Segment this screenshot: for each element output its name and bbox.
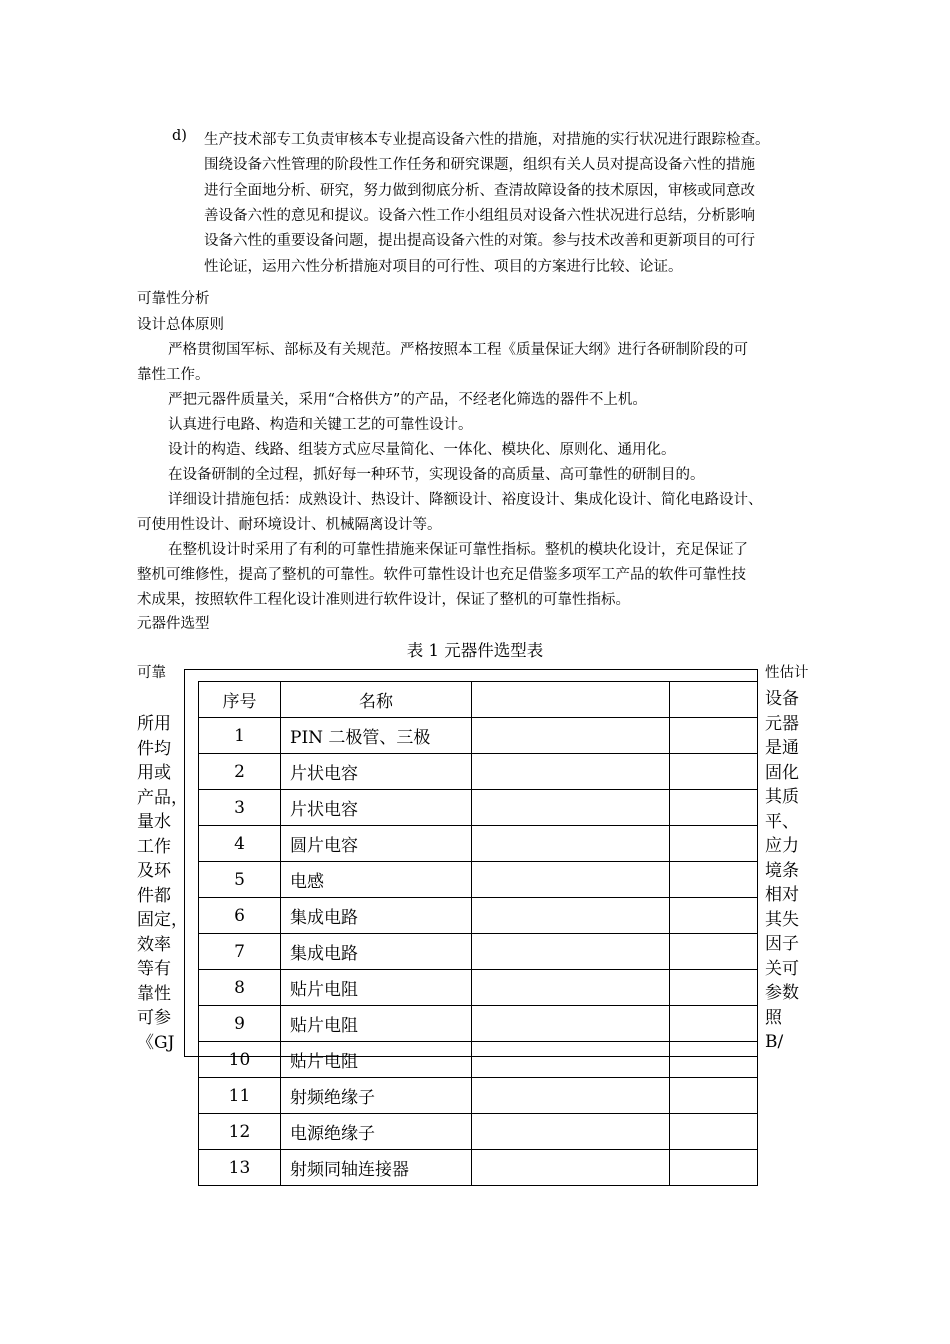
paragraph-line: 设计的构造、线路、组装方式应尽量简化、一体化、模块化、原则化、通用化。 [168,442,676,458]
item-text-line: 设备六性的重要设备问题，提出提高设备六性的对策。参与技术改善和更新项目的可行 [204,233,755,249]
fragment-line: 因子 [765,934,799,954]
cell-name: 圆片电容 [281,826,472,862]
cell-empty [472,862,670,898]
cell-empty [670,898,758,934]
cell-empty [670,754,758,790]
paragraph-line: 在整机设计时采用了有利的可靠性措施来保证可靠性指标。整机的模块化设计，充足保证了 [168,542,748,558]
fragment-line: 用或 [137,763,171,783]
paragraph-line: 认真进行电路、构造和关键工艺的可靠性设计。 [168,417,473,433]
cell-empty [472,1114,670,1150]
cell-name: 集成电路 [281,898,472,934]
table-row [199,970,758,1006]
fragment-line: 工作 [137,836,171,857]
fragment-line: 等有 [137,959,171,979]
cell-empty [670,718,758,754]
fragment-line: 是通 [765,738,799,758]
cell-name: 贴片电阻 [281,1042,472,1078]
cell-no: 2 [199,754,281,790]
cell-empty [472,1150,670,1186]
cell-name: 片状电容 [281,790,472,826]
paragraph-line: 靠性工作。 [137,367,210,383]
list-marker: d) [172,128,187,144]
paragraph-line: 术成果，按照软件工程化设计准则进行软件设计，保证了整机的可靠性指标。 [137,592,630,608]
cell-empty [670,1150,758,1186]
item-text-line: 善设备六性的意见和提议。设备六性工作小组组员对设备六性状况进行总结，分析影响 [204,208,755,224]
fragment-line: 其失 [765,909,799,930]
cell-empty [472,826,670,862]
cell-name: 贴片电阻 [281,970,472,1006]
cell-no: 11 [199,1078,281,1114]
cell-empty [670,826,758,862]
cell-empty [472,790,670,826]
cell-no: 1 [199,718,281,754]
left-fragment-column [137,712,188,1055]
fragment-line: B/ [765,1032,784,1052]
cell-empty [670,1114,758,1150]
cell-empty [670,1006,758,1042]
paragraph-line: 严把元器件质量关，采用“合格供方”的产品，不经老化筛选的器件不上机。 [168,392,647,408]
item-text-line: 进行全面地分析、研究，努力做到彻底分析、查清故障设备的技术原因，审核或同意改 [204,183,755,199]
cell-name: 射频同轴连接器 [281,1150,472,1186]
cell-name: 贴片电阻 [281,1006,472,1042]
fragment-line: 靠性 [137,983,171,1004]
item-text-line: 围绕设备六性管理的阶段性工作任务和研究课题，组织有关人员对提高设备六性的措施 [204,157,755,173]
cell-no: 4 [199,826,281,862]
cell-empty [670,1078,758,1114]
table-row [199,826,758,862]
fragment-line: 件都 [137,885,171,906]
fragment-line: 相对 [765,885,799,905]
fragment-line: 所用 [137,714,171,734]
table-row [199,1150,758,1186]
paragraph-line: 详细设计措施包括：成熟设计、热设计、降额设计、裕度设计、集成化设计、简化电路设计、 [168,492,763,508]
cell-name: 射频绝缘子 [281,1078,472,1114]
section-heading: 可靠性分析 [137,291,210,307]
header-cell-empty [472,682,670,718]
fragment-line: 元器 [765,713,799,734]
table-row [199,754,758,790]
cell-name: 片状电容 [281,754,472,790]
table-row [199,1042,758,1078]
cell-no: 6 [199,898,281,934]
cell-no: 8 [199,970,281,1006]
cell-name: 电源绝缘子 [281,1114,472,1150]
cell-no: 5 [199,862,281,898]
cell-empty [670,934,758,970]
paragraph-line: 在设备研制的全过程，抓好每一种环节，实现设备的高质量、高可靠性的研制目的。 [168,467,705,483]
header-cell-empty [670,682,758,718]
fragment-line: 效率 [137,934,171,955]
cell-no: 3 [199,790,281,826]
table-caption: 表 1 元器件选型表 [406,641,544,660]
cell-empty [472,718,670,754]
cell-empty [472,1078,670,1114]
table-row [199,718,758,754]
cell-empty [670,970,758,1006]
cell-no: 12 [199,1114,281,1150]
fragment-line: 产品， [137,787,188,808]
table-row [199,1078,758,1114]
paragraph-line: 严格贯彻国军标、部标及有关规范。严格按照本工程《质量保证大纲》进行各研制阶段的可 [168,342,748,358]
cell-empty [472,1042,670,1078]
paragraph-line: 可使用性设计、耐环境设计、机械隔离设计等。 [137,517,442,533]
cell-no: 10 [199,1042,281,1078]
fragment-line: 设备 [765,689,799,709]
table-row [199,862,758,898]
item-text-line: 性论证，运用六性分析措施对项目的可行性、项目的方案进行比较、论证。 [204,259,683,275]
subheading-design-principles: 设计总体原则 [137,317,224,333]
cell-empty [472,898,670,934]
table-row [199,790,758,826]
header-cell-name: 名称 [281,682,472,718]
item-text-line: 生产技术部专工负责审核本专业提高设备六性的措施，对措施的实行状况进行跟踪检查。 [204,132,770,148]
cell-no: 13 [199,1150,281,1186]
cell-empty [670,1042,758,1078]
right-fragment-column [765,687,799,1055]
subheading-component-selection: 元器件选型 [137,616,210,632]
fragment-line: 固化 [765,762,799,783]
fragment-line: 量水 [137,812,171,832]
fragment-line: 其质 [765,787,799,807]
right-fragment-top: 性估计 [765,665,809,681]
fragment-line: 固定， [137,910,188,930]
cell-empty [472,970,670,1006]
fragment-line: 参数 [765,983,799,1003]
fragment-line: 应力 [765,836,799,856]
fragment-line: 件均 [137,738,171,759]
cell-name: 电感 [281,862,472,898]
table-row [199,1006,758,1042]
table-row [199,898,758,934]
cell-empty [670,862,758,898]
left-fragment-top: 可靠 [137,665,166,681]
paragraph-line: 整机可维修性，提高了整机的可靠性。软件可靠性设计也充足借鉴多项军工产品的软件可靠性技 [137,567,746,583]
cell-empty [670,790,758,826]
cell-no: 9 [199,1006,281,1042]
fragment-line: 可参 [137,1008,171,1028]
cell-empty [472,1006,670,1042]
fragment-line: 照 [765,1007,782,1028]
table-row [199,1114,758,1150]
header-cell-no: 序号 [199,682,281,718]
fragment-line: 关可 [765,958,799,979]
cell-empty [472,754,670,790]
cell-name: 集成电路 [281,934,472,970]
table-row [199,934,758,970]
fragment-line: 及环 [137,861,171,881]
table-header-row [199,682,758,718]
cell-name: PIN 二极管、三极 [281,718,472,754]
fragment-line: 境条 [765,860,799,881]
component-selection-table [198,681,758,1186]
cell-no: 7 [199,934,281,970]
fragment-line: 《GJ [137,1032,175,1053]
cell-empty [472,934,670,970]
fragment-line: 平、 [765,811,799,832]
